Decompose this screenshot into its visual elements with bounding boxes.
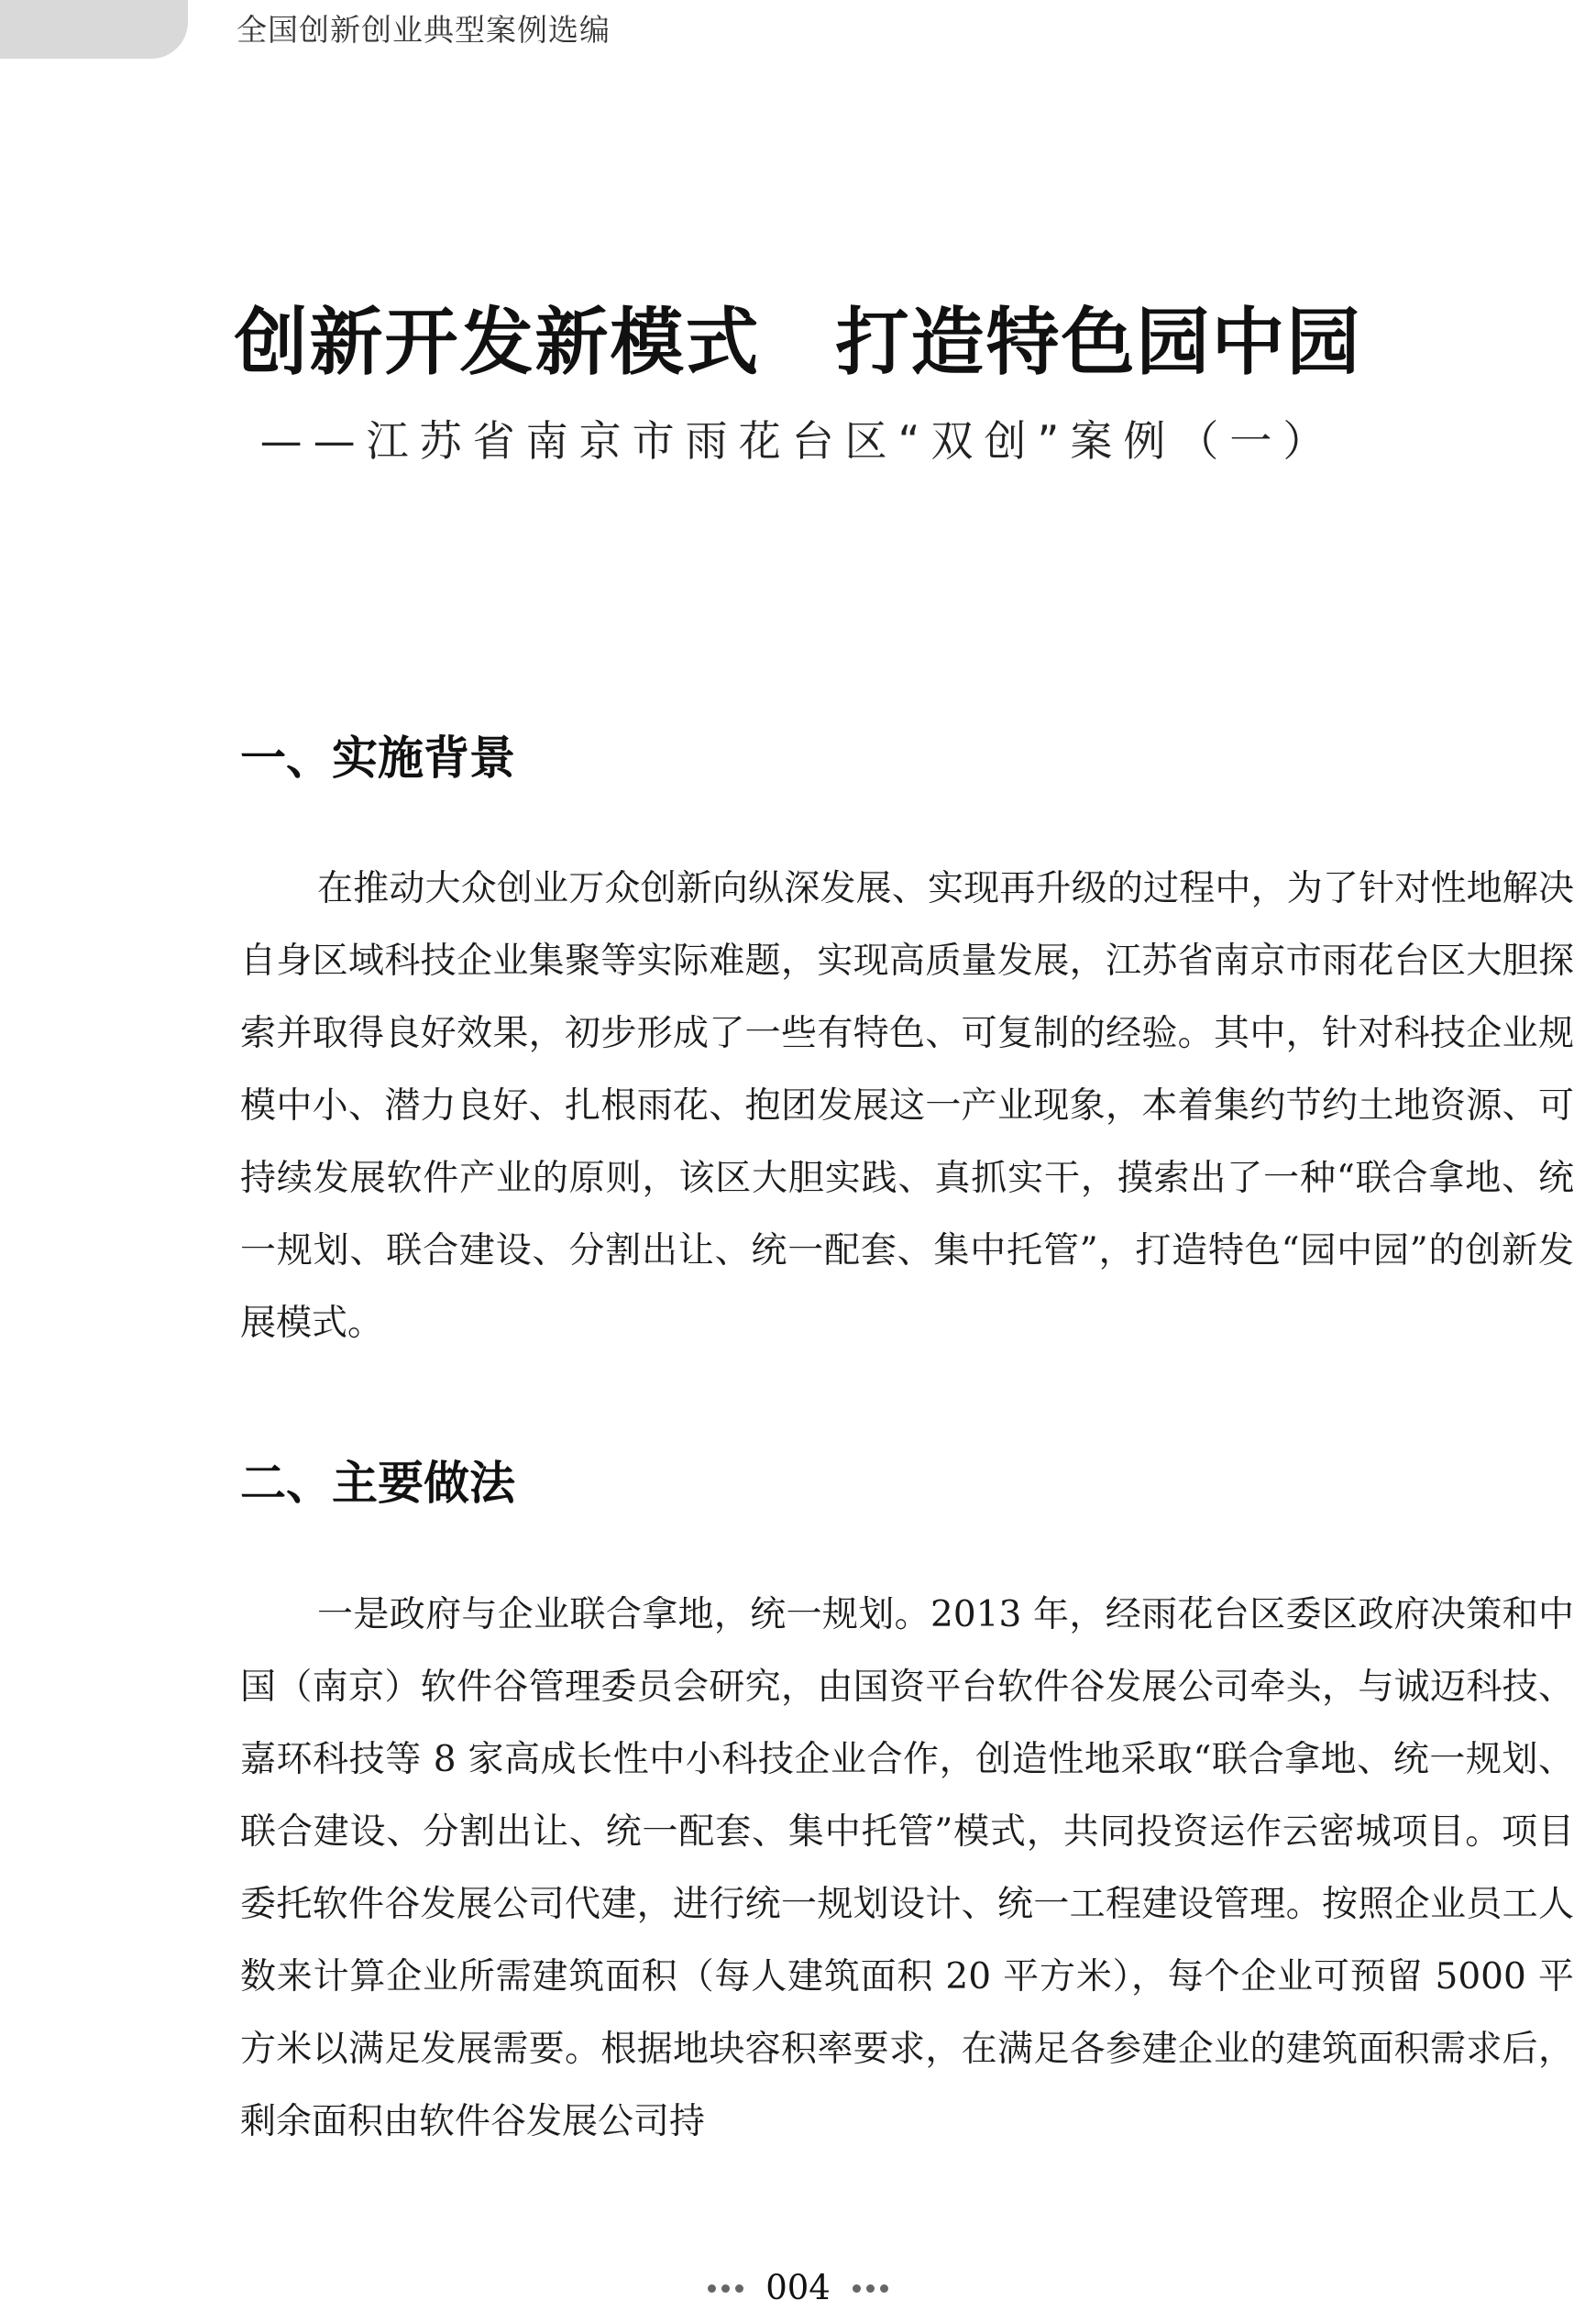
- paragraph-practices: 一是政府与企业联合拿地，统一规划。2013 年，经雨花台区委区政府决策和中国（南京）软件谷管理委员会研究，由国资平台软件谷发展公司牵头，与诚迈科技、嘉环科技等 8 家高成长性中小科技企业合作，创造性地采取“联合拿地、统一规划、联合建设、分割出让、统一配套、集中托管”模式，共同投资运作云密城项目。项目委托软件谷发展公司代建，进行统一规划设计、统一工程建设管理。按照企业员工人数来计算企业所需建筑面积（每人建筑面积 20 平方米），每个企业可预留 5000 平方米以满足发展需要。根据地块容积率要求，在满足各参建企业的建筑面积需求后，剩余面积由软件谷发展公司持: [240, 1594, 1574, 2142]
- section-heading-practices: 二、主要做法: [240, 1457, 515, 1510]
- header-tab: [0, 0, 188, 59]
- footer-dots-right: [850, 2265, 891, 2311]
- article-title: 创新开发新模式 打造特色园中园: [234, 299, 1362, 385]
- paragraph-background: 在推动大众创业万众创新向纵深发展、实现再升级的过程中，为了针对性地解决自身区域科技企业集聚等实际难题，实现高质量发展，江苏省南京市雨花台区大胆探索并取得良好效果，初步形成了一些有特色、可复制的经验。其中，针对科技企业规模中小、潜力良好、扎根雨花、抱团发展这一产业现象，本着集约节约土地资源、可持续发展软件产业的原则，该区大胆实践、真抓实干，摸索出了一种“联合拿地、统一规划、联合建设、分割出让、统一配套、集中托管”，打造特色“园中园”的创新发展模式。: [240, 868, 1574, 1344]
- footer-dots-left: [705, 2265, 746, 2311]
- page-footer: [0, 2264, 1596, 2310]
- page-number: 004: [765, 2267, 831, 2307]
- section-heading-background: 一、实施背景: [240, 732, 515, 785]
- running-head: 全国创新创业典型案例选编: [237, 12, 611, 48]
- article-subtitle: ——江苏省南京市雨花台区“双创”案例（一）: [259, 416, 1337, 466]
